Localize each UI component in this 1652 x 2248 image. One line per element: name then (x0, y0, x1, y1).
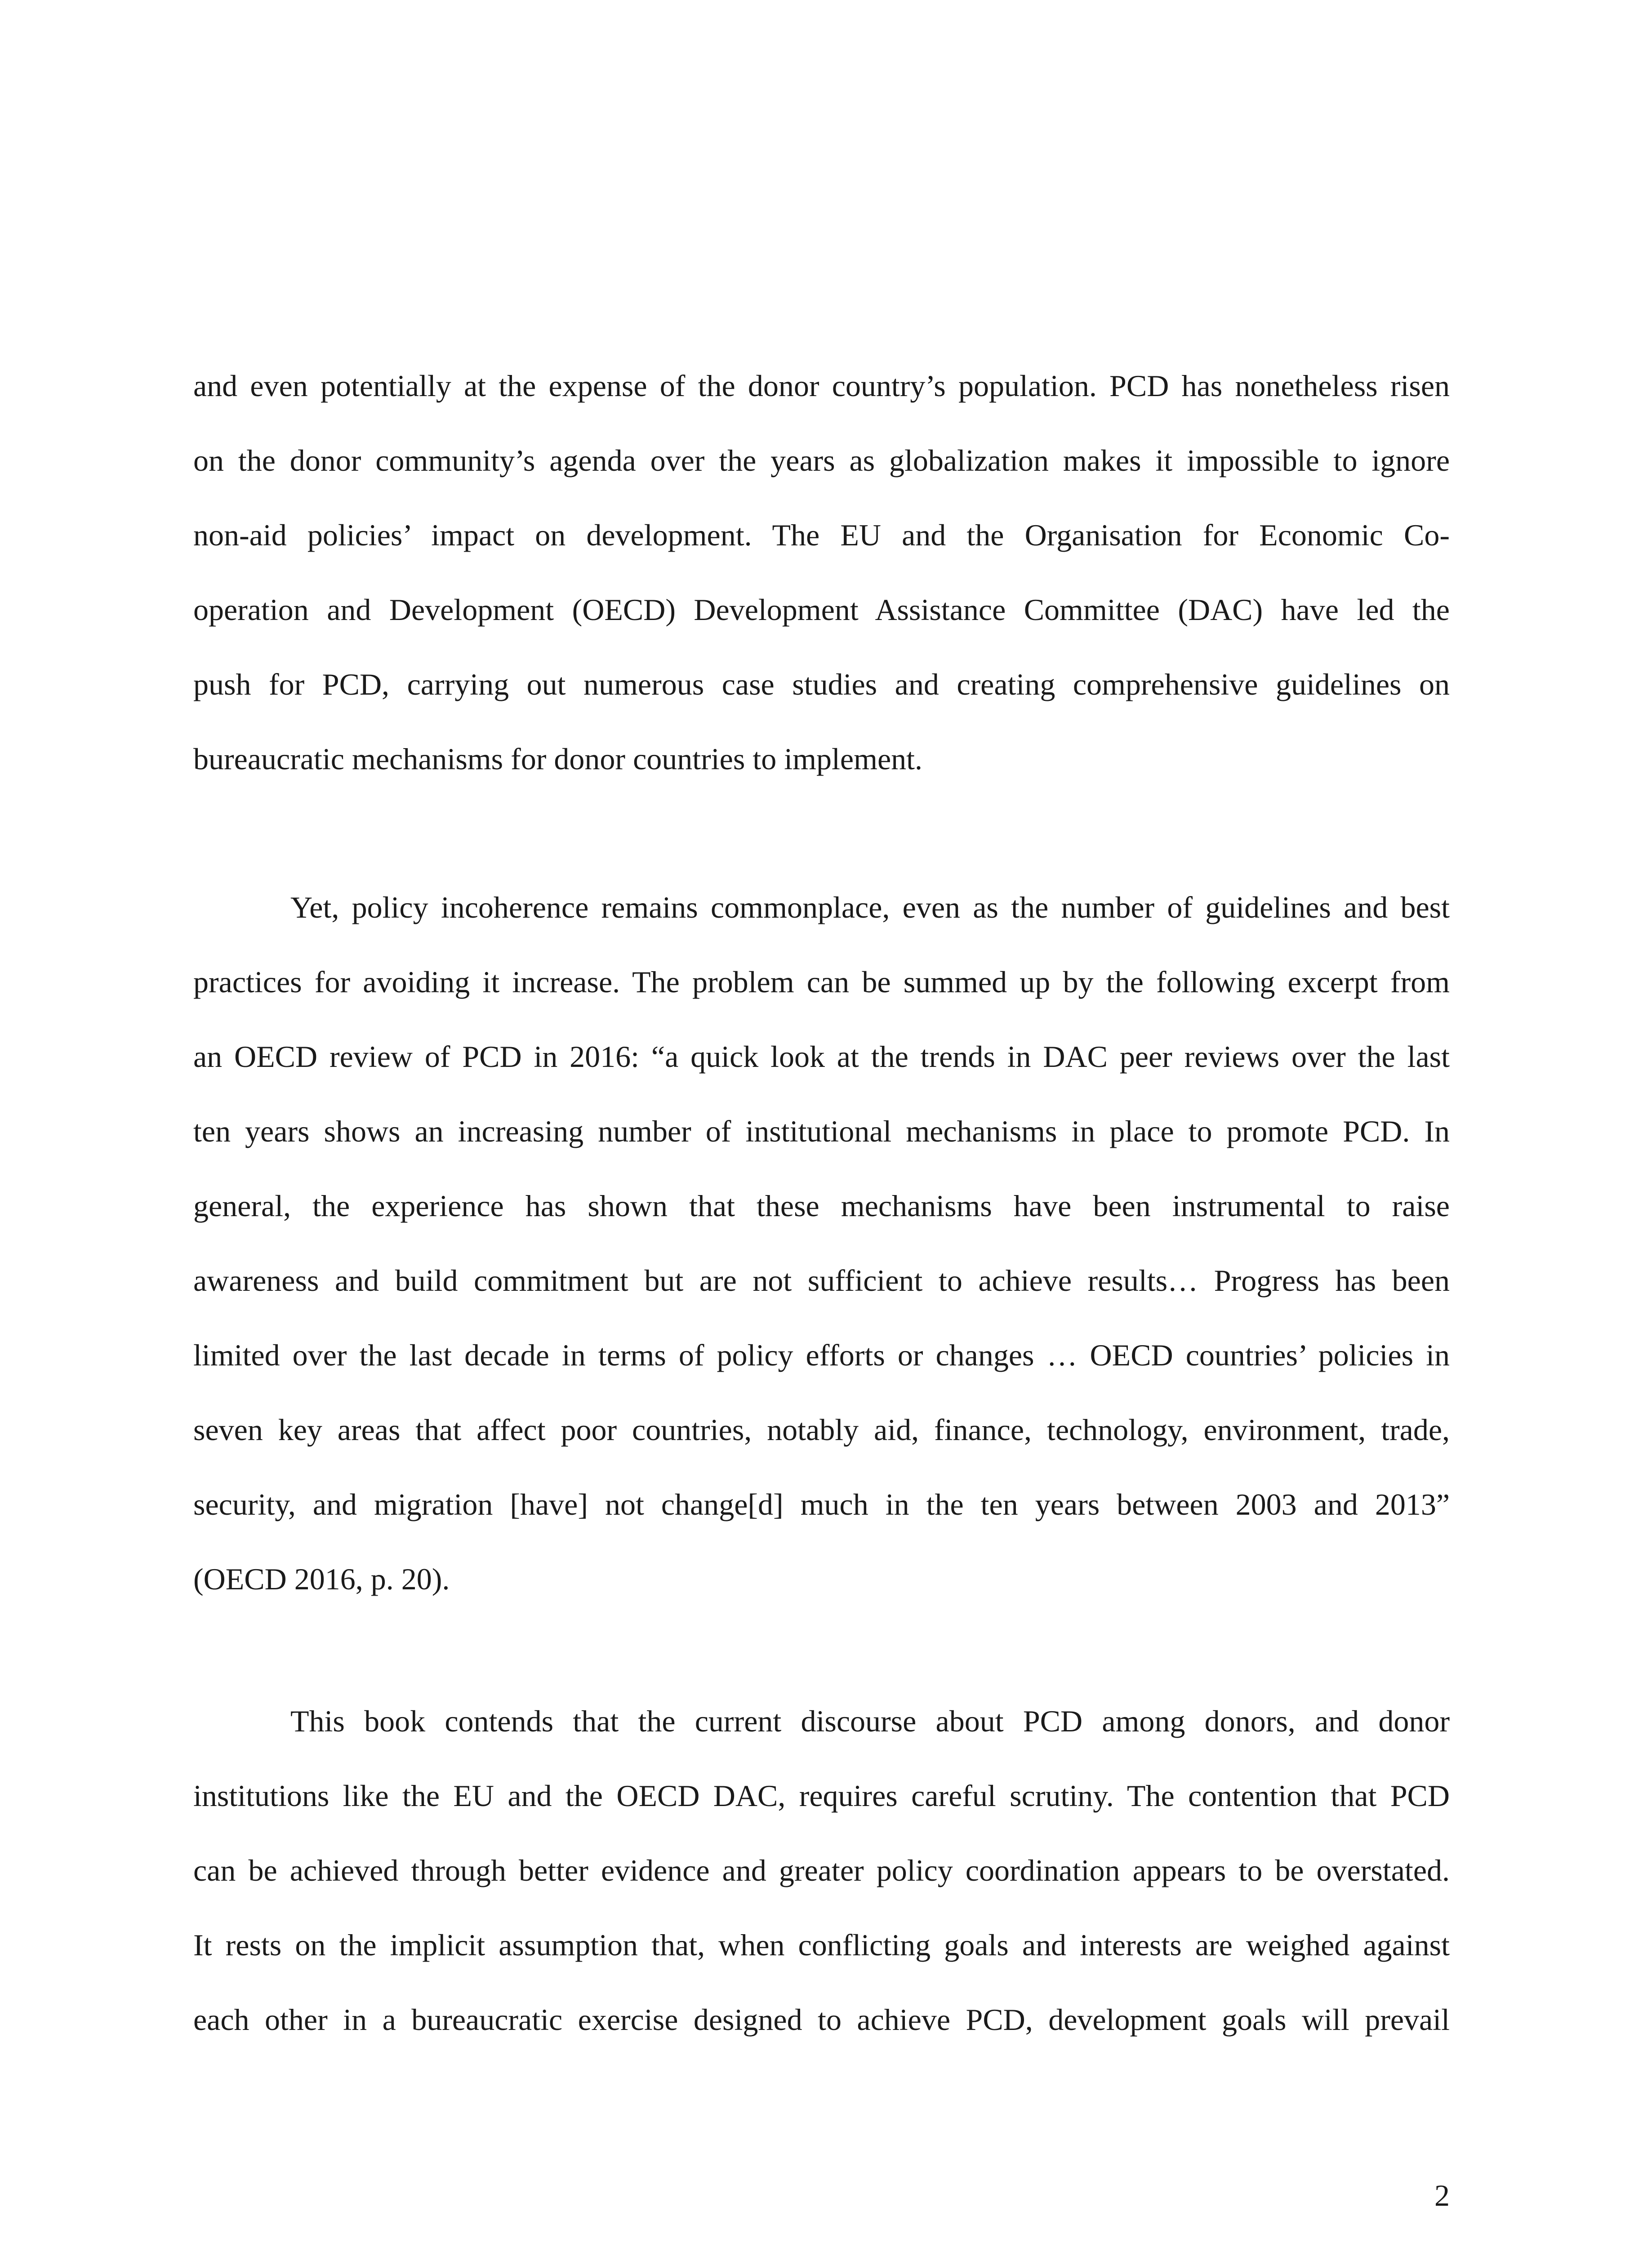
text-line: awareness and build commitment but are not sufficient to achieve results… Progress has been (193, 1263, 1450, 1298)
text-line: operation and Development (OECD) Development Assistance Committee (DAC) have led the (193, 593, 1450, 627)
text-line: seven key areas that affect poor countries, notably aid, finance, technology, environment, trade, (193, 1413, 1450, 1447)
paragraph-1 (193, 348, 1450, 796)
text-line: bureaucratic mechanisms for donor countries to implement. (193, 742, 923, 776)
text-line: ten years shows an increasing number of institutional mechanisms in place to promote PCD. In (193, 1114, 1450, 1148)
text-line: institutions like the EU and the OECD DAC, requires careful scrutiny. The contention that PCD (193, 1779, 1450, 1813)
paragraph-3 (193, 1684, 1450, 2057)
text-line: (OECD 2016, p. 20). (193, 1562, 450, 1596)
text-line: practices for avoiding it increase. The problem can be summed up by the following excerpt from (193, 965, 1450, 999)
text-line: can be achieved through better evidence and greater policy coordination appears to be overstated. (193, 1853, 1450, 1887)
paragraph-2 (193, 870, 1450, 1616)
text-line: non-aid policies’ impact on development. The EU and the Organisation for Economic Co- (193, 518, 1450, 552)
text-line: on the donor community’s agenda over the years as globalization makes it impossible to ignore (193, 443, 1450, 477)
text-line: an OECD review of PCD in 2016: “a quick look at the trends in DAC peer reviews over the last (193, 1039, 1450, 1074)
text-line: This book contends that the current discourse about PCD among donors, and donor (290, 1704, 1450, 1738)
text-line: push for PCD, carrying out numerous case studies and creating comprehensive guidelines on (193, 667, 1450, 701)
text-line: each other in a bureaucratic exercise designed to achieve PCD, development goals will prevail (193, 2003, 1450, 2037)
text-line: Yet, policy incoherence remains commonplace, even as the number of guidelines and best (290, 890, 1450, 924)
text-line: security, and migration [have] not change[d] much in the ten years between 2003 and 2013” (193, 1487, 1450, 1521)
text-line: It rests on the implicit assumption that, when conflicting goals and interests are weighed against (193, 1928, 1450, 1962)
text-line: general, the experience has shown that these mechanisms have been instrumental to raise (193, 1189, 1450, 1223)
page-number: 2 (1434, 2178, 1450, 2212)
text-line: and even potentially at the expense of the donor country’s population. PCD has nonetheless risen (193, 369, 1450, 403)
text-line: limited over the last decade in terms of policy efforts or changes … OECD countries’ policies in (193, 1338, 1450, 1372)
